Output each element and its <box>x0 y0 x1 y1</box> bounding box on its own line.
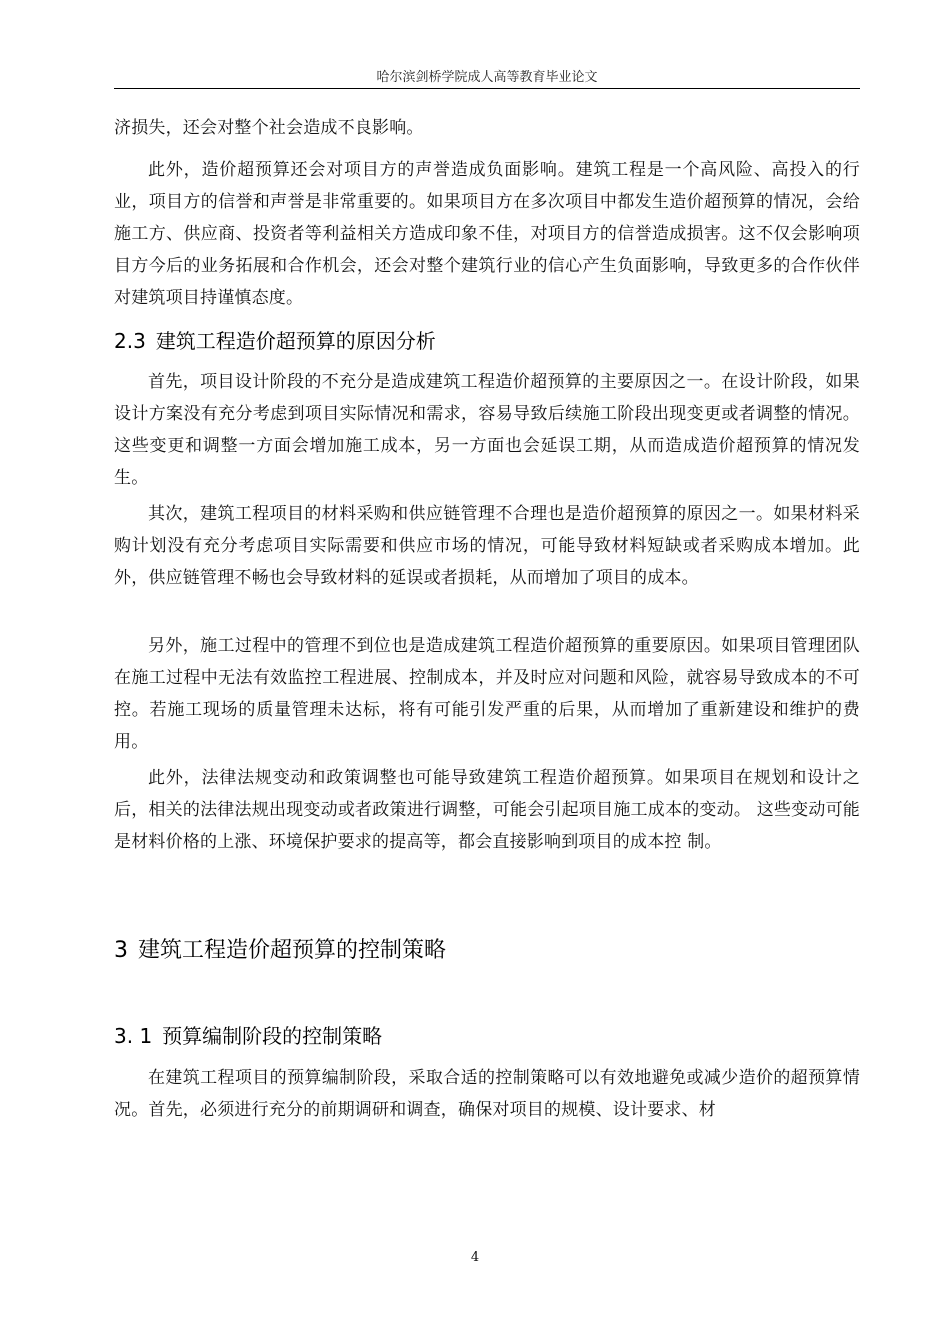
paragraph-design-stage: 首先，项目设计阶段的不充分是造成建筑工程造价超预算的主要原因之一。在设计阶段，如果设计方案没有充分考虑到项目实际情况和需求，容易导致后续施工阶段出现变更或者调整的情况。这些变更和调整一方面会增加施工成本，另一方面也会延误工期，从而造成造价超预算的情况发生。 <box>114 372 860 488</box>
section-number: 3. 1 <box>114 1024 153 1048</box>
paragraph-budgeting-stage: 在建筑工程项目的预算编制阶段，采取合适的控制策略可以有效地避免或减少造价的超预算情况。首先，必须进行充分的前期调研和调查，确保对项目的规模、设计要求、材 <box>114 1068 860 1120</box>
paragraph-continuation: 济损失，还会对整个社会造成不良影响。 <box>114 118 424 138</box>
chapter-title: 建筑工程造价超预算的控制策略 <box>138 938 447 963</box>
paragraph-law-policy: 此外，法律法规变动和政策调整也可能导致建筑工程造价超预算。如果项目在规划和设计之后，相关的法律法规出现变动或者政策进行调整，可能会引起项目施工成本的变动。 这些变动可能是材料价格的上涨、环境保护要求的提高等，都会直接影响到项目的成本控 制。 <box>114 768 860 852</box>
paragraph-procurement: 其次，建筑工程项目的材料采购和供应链管理不合理也是造价超预算的原因之一。如果材料采购计划没有充分考虑项目实际需要和供应市场的情况，可能导致材料短缺或者采购成本增加。此外，供应链管理不畅也会导致材料的延误或者损耗，从而增加了项目的成本。 <box>114 504 860 588</box>
section-title: 建筑工程造价超预算的原因分析 <box>155 329 436 353</box>
page-number: 4 <box>470 1250 480 1265</box>
section-heading-3-1 <box>114 1020 860 1049</box>
section-number: 2.3 <box>114 329 146 353</box>
chapter-heading-3 <box>114 933 860 964</box>
paragraph-reputation: 此外，造价超预算还会对项目方的声誉造成负面影响。建筑工程是一个高风险、高投入的行业，项目方的信誉和声誉是非常重要的。如果项目方在多次项目中都发生造价超预算的情况，会给施工方、供应商、投资者等利益相关方造成印象不佳，对项目方的信誉造成损害。这不仅会影响项目方今后的业务拓展和合作机会，还会对整个建筑行业的信心产生负面影响，导致更多的合作伙伴对建筑项目持谨慎态度。 <box>114 160 860 308</box>
section-title: 预算编制阶段的控制策略 <box>162 1024 383 1048</box>
paragraph-construction-management: 另外，施工过程中的管理不到位也是造成建筑工程造价超预算的重要原因。如果项目管理团队在施工过程中无法有效监控工程进展、控制成本，并及时应对问题和风险，就容易导致成本的不可控。若施工现场的质量管理未达标，将有可能引发严重的后果，从而增加了重新建设和维护的费用。 <box>114 636 860 752</box>
section-heading-2-3 <box>114 325 860 354</box>
chapter-number: 3 <box>114 938 128 963</box>
page-header: 哈尔滨剑桥学院成人高等教育毕业论文 <box>376 70 598 85</box>
header-rule <box>114 88 860 89</box>
